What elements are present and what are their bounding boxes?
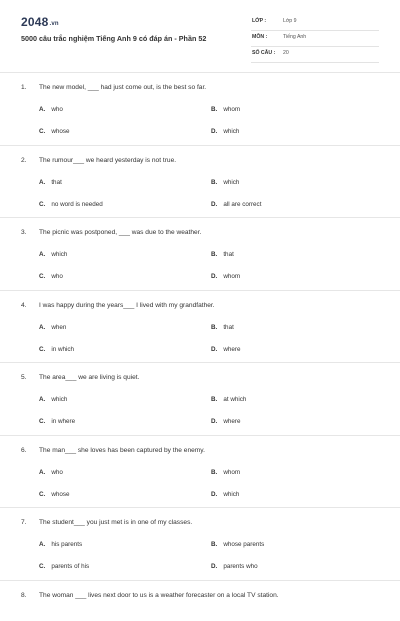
answer-option[interactable] [211,128,239,135]
option-letter: D. [211,490,218,498]
answer-option[interactable] [39,106,63,113]
question-number: 8. [21,591,27,599]
answer-option[interactable] [39,563,89,570]
option-letter: A. [39,106,46,113]
option-letter: B. [211,323,218,331]
option-letter: D. [211,418,218,425]
question-item [0,507,400,580]
option-letter: A. [39,323,46,331]
logo-tld: .vn [49,21,59,27]
info-box [251,15,379,63]
option-letter: A. [39,178,46,186]
answer-option[interactable] [39,251,67,258]
question-text: The picnic was postponed, ___ was due to the weather. [39,229,202,236]
answer-option[interactable] [39,396,67,403]
question-text: The new model, ___ had just come out, is the best so far. [39,84,207,91]
option-text: whose [51,128,70,135]
answer-option[interactable] [211,396,246,403]
question-list [0,72,400,621]
answer-option[interactable] [39,273,63,280]
answer-option[interactable] [211,418,240,425]
option-text: that [223,251,234,258]
info-label: LỚP : [252,18,267,24]
option-letter: A. [39,468,46,476]
question-text: I was happy during the years___ I lived with my grandfather. [39,301,215,309]
option-letter: C. [39,490,46,498]
option-letter: C. [39,128,46,135]
option-text: all are correct [223,200,262,208]
question-number: 3. [21,229,27,236]
option-letter: B. [211,541,218,548]
question-item [0,217,400,290]
option-text: parents of his [51,563,90,570]
question-item [0,580,400,621]
answer-option[interactable] [39,128,70,135]
question-text: The woman ___ lives next door to us is a weather forecaster on a local TV station. [39,591,279,599]
option-text: that [223,323,234,331]
question-number: 5. [21,374,27,381]
answer-option[interactable] [211,324,234,331]
question-text: The rumour___ we heard yesterday is not true. [39,156,177,164]
question-text: The area___ we are living is quiet. [39,374,140,381]
answer-option[interactable] [39,324,66,331]
option-letter: A. [39,541,46,548]
info-row-count [251,47,379,63]
site-logo[interactable] [21,15,59,29]
option-letter: B. [211,396,218,403]
option-text: who [51,106,63,113]
document-title: 5000 câu trắc nghiệm Tiếng Anh 9 có đáp án - Phần 52 [21,34,207,43]
option-text: no word is needed [51,200,103,208]
answer-option[interactable] [211,201,261,208]
option-letter: D. [211,128,218,135]
option-letter: B. [211,106,218,113]
option-text: parents who [223,563,258,570]
option-text: whose parents [223,541,265,548]
option-text: in which [51,345,75,353]
info-value: Tiếng Anh [283,34,307,40]
option-text: where [223,345,241,353]
option-letter: C. [39,200,46,208]
question-number: 1. [21,84,27,91]
option-letter: C. [39,418,46,425]
answer-option[interactable] [39,541,82,548]
option-text: whom [223,468,241,476]
option-text: whose [51,490,70,498]
option-letter: B. [211,251,218,258]
option-text: which [223,490,240,498]
option-text: which [51,396,68,403]
answer-option[interactable] [211,491,239,498]
answer-option[interactable] [211,106,240,113]
answer-option[interactable] [211,346,240,353]
question-number: 2. [21,156,27,164]
option-letter: D. [211,273,218,280]
answer-option[interactable] [211,563,258,570]
option-text: who [51,468,63,476]
option-letter: B. [211,468,218,476]
question-number: 6. [21,446,27,454]
option-text: who [51,273,63,280]
option-text: when [51,323,67,331]
option-letter: C. [39,345,46,353]
logo-main: 2048 [21,15,49,29]
question-item [0,362,400,435]
answer-option[interactable] [39,469,63,476]
question-item [0,290,400,363]
answer-option[interactable] [39,346,74,353]
question-item [0,72,400,145]
option-letter: D. [211,345,218,353]
answer-option[interactable] [211,179,239,186]
info-value: 20 [283,50,289,56]
question-text: The man___ she loves has been captured by the enemy. [39,446,205,454]
answer-option[interactable] [39,491,70,498]
answer-option[interactable] [211,273,240,280]
info-row-subject [251,31,379,47]
option-letter: B. [211,178,218,186]
option-letter: A. [39,251,46,258]
answer-option[interactable] [39,418,75,425]
info-row-grade [251,15,379,31]
option-text: in where [51,418,76,425]
answer-option[interactable] [211,469,240,476]
answer-option[interactable] [39,179,62,186]
question-item [0,145,400,218]
option-text: where [223,418,241,425]
answer-option[interactable] [211,541,264,548]
info-label: SỐ CÂU : [252,50,276,56]
option-letter: A. [39,396,46,403]
option-text: that [51,178,62,186]
info-label: MÔN : [252,34,268,40]
option-letter: C. [39,563,46,570]
option-text: at which [223,396,247,403]
option-text: which [223,128,240,135]
option-letter: D. [211,200,218,208]
option-letter: D. [211,563,218,570]
question-item [0,435,400,508]
worksheet-header [0,0,400,66]
answer-option[interactable] [211,251,234,258]
question-number: 7. [21,519,27,526]
answer-option[interactable] [39,201,103,208]
option-letter: C. [39,273,46,280]
option-text: whom [223,106,241,113]
option-text: which [51,251,68,258]
question-text: The student___ you just met is in one of my classes. [39,519,193,526]
option-text: whom [223,273,241,280]
question-number: 4. [21,301,27,309]
option-text: which [223,178,240,186]
option-text: his parents [51,541,83,548]
info-value: Lớp 9 [283,18,297,24]
